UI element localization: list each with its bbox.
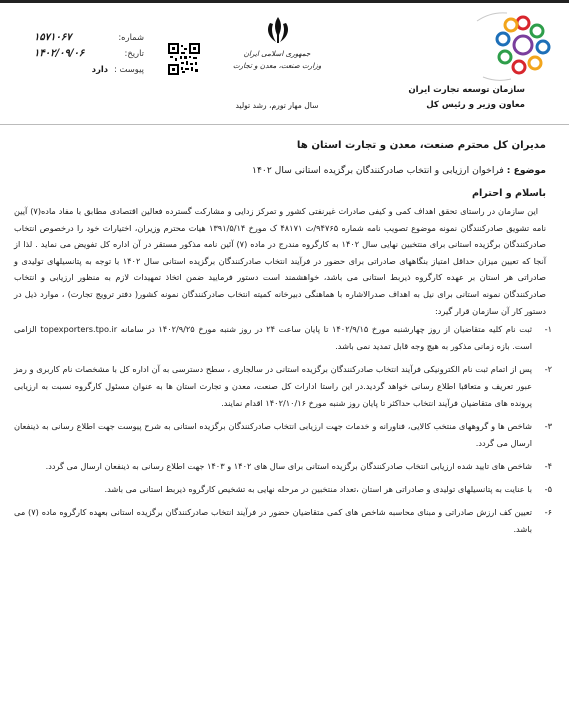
addressee: مدیران کل محترم صنعت، معدن و تجارت استان ها — [296, 140, 546, 151]
header-divider — [0, 124, 569, 125]
list-item — [14, 321, 552, 355]
letter-attachment-row — [34, 61, 144, 77]
year-slogan: سال مهار تورم، رشد تولید — [235, 101, 319, 110]
org-name-block — [385, 83, 525, 113]
iran-emblem-icon — [265, 15, 291, 45]
letter-body — [14, 133, 552, 544]
intro-paragraph: این سازمان در راستای تحقق اهداف کمی و کیفی صادرات غیرنفتی کشور و تمرکز زدایی و مشارکت گسترده فعالین اقتصادی مطابق با مفاد ماده(۷) آیین نامه تشویق صادرکنندگان نمونه موضوع تصویب نامه شماره ۹۴۷۶۵/ت ۴۸۱۷۱ ک مورخ ۱۳۹۱/۵/۱۴ هیات محترم وزیران، اختیارات خود را درخصوص انتخاب صادرکنندگان برگزیده استانی برای منتخبین نهایی سال ۱۴۰۲ به کارگروه مندرج در ماده (۷) آئین نامه مذکور مستقر در آن اداره کل تفویض می نماید . لذا از آنجا که تعیین میزان حداقل امتیاز بنگاههای صادراتی برای حضور در فرآیند انتخاب صادرکنندگان برگزیده استانی سال ۱۴۰۲ با توجه به پتانسیلهای تولیدی و صادراتی هر استان بر عهده کارگروه ذیربط استانی می باشد، خواهشمند است دستور فرمایید ضمن اتخاذ تمهیدات لازم به منظور ارزیابی و انتخاب صادرکنندگان نمونه استانی برای نیل به اهداف صدرالاشاره با هماهنگی دبیرخانه کمیته انتخاب صادرکنندگان نمونه کشور( دفتر ترویج تجارت) ، موارد ذیل در دستور کار آن سازمان قرار گیرد: — [14, 206, 546, 316]
list-item-text: شاخص ها و گروههای منتخب کالایی، فناورانه و خدمات جهت ارزیابی انتخاب صادرکنندگان برگزیده استانی به شرح پیوست جهت اطلاع رسانی به ذینفعان ارسال می گردد. — [14, 421, 532, 449]
list-item — [14, 361, 552, 412]
subject-label: موضوع : — [506, 165, 546, 176]
subject-text: فراخوان ارزیابی و انتخاب صادرکنندگان برگزیده استانی سال ۱۴۰۲ — [252, 165, 504, 176]
list-item — [14, 504, 552, 538]
letter-attachment-label: پیوست : — [114, 64, 144, 74]
qr-code-icon — [168, 43, 200, 75]
list-item-number: ۳- — [544, 421, 552, 432]
letter-date: ۱۴۰۲/۰۹/۰۶ — [34, 47, 85, 59]
list-item-text: شاخص های تایید شده ارزیابی انتخاب صادرکنندگان برگزیده استانی برای سال های ۱۴۰۲ و ۱۴۰۳ جهت اطلاع رسانی به ذینفعان ارسال می گردد. — [45, 461, 532, 472]
directive-list — [14, 321, 552, 538]
letter-number-row — [34, 29, 144, 45]
subject-line — [14, 163, 546, 179]
letter-number-label: شماره: — [118, 32, 144, 42]
list-item-text: پس از اتمام ثبت نام الکترونیکی فرآیند انتخاب صادرکنندگان برگزیده استانی در سالجاری ، سطح دسترسی به آن اداره کل با مشخصات نام کاربری و رمز عبور تعریف و متعاقبا اطلاع رسانی خواهد گردید.در این راستا ادارات کل صنعت، معدن و تجارت استان ها به عنوان مسئول کارگروه نسبت به ارزیابی پرونده های متقاضیان فرآیند انتخاب حداکثر تا پایان روز شنبه مورخ ۱۴۰۲/۱۰/۱۶ اقدام نمایند. — [14, 364, 532, 409]
ministry-emblem-block — [222, 15, 332, 115]
list-item-number: ۶- — [544, 507, 552, 518]
list-item — [14, 481, 552, 498]
list-item — [14, 458, 552, 475]
letterhead — [0, 9, 569, 121]
list-item-number: ۴- — [544, 461, 552, 472]
list-item-text: ثبت نام کلیه متقاضیان از روز چهارشنبه مورخ ۱۴۰۲/۹/۱۵ تا پایان ساعت ۲۴ در روز شنبه مورخ ۱۴۰۲/۹/۲۵ در سامانه topexporters.tpo.ir الزامی است. بازه زمانی مذکور به هیچ وجه قابل تمدید نمی باشد. — [14, 324, 533, 352]
org-subtitle: معاون وزیر و رئیس کل — [426, 100, 525, 110]
list-item-number: ۵- — [544, 484, 552, 495]
org-logo-block — [408, 11, 561, 119]
list-item-number: ۲- — [544, 364, 552, 375]
letter-number: ۱۵۷۱۰۶۷ — [34, 31, 72, 43]
org-name: سازمان توسعه تجارت ایران — [408, 85, 525, 95]
list-item-number: ۱- — [544, 324, 552, 335]
letter-date-row — [34, 45, 144, 61]
letter-date-label: تاریخ: — [124, 48, 144, 58]
list-item-text: تعیین کف ارزش صادراتی و مبنای محاسبه شاخص های کمی متقاضیان حضور در فرآیند انتخاب صادرکنندگان برگزیده استانی بعهده کارگروه ماده (۷) می باشد. — [14, 507, 532, 535]
letter-attachment: دارد — [91, 64, 109, 74]
ministry-line-1: جمهوری اسلامی ایران — [243, 49, 311, 58]
tpo-logo-icon — [411, 11, 561, 81]
greeting: باسلام و احترام — [471, 188, 546, 199]
list-item-text: با عنایت به پتانسیلهای تولیدی و صادراتی هر استان ،تعداد منتخبین در مرحله نهایی به تشخیص کارگروه ذیربط استانی می باشد. — [104, 484, 532, 495]
ministry-line-2: وزارت صنعت، معدن و تجارت — [232, 61, 322, 70]
list-item — [14, 418, 552, 452]
letter-meta — [34, 29, 144, 77]
